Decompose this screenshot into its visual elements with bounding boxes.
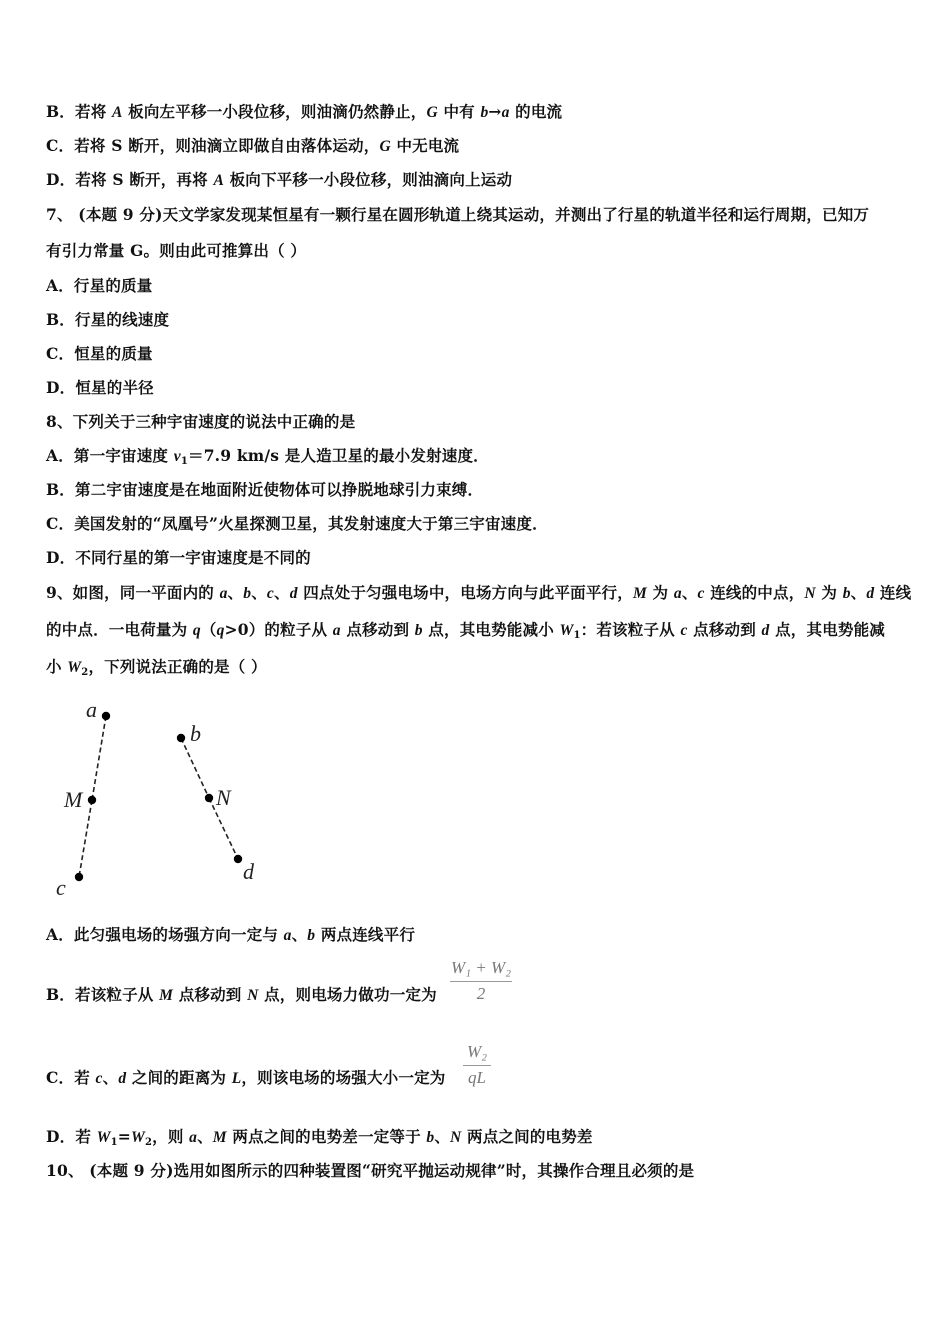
line-a-m: [92, 716, 106, 800]
point-c: [75, 873, 83, 881]
q6-option-b: B．若将 A 板向左平移一小段位移，则油滴仍然静止，G 中有 b→a 的电流: [46, 102, 563, 121]
q9-stem-line3: 小 $W_2$，下列说法正确的是（ ）: [46, 657, 267, 678]
q9-figure: [46, 695, 276, 905]
label-m: M: [64, 787, 83, 812]
q8-option-b: B．第二宇宙速度是在地面附近使物体可以挣脱地球引力束缚．: [46, 480, 484, 499]
q7-option-a: A．行星的质量: [46, 276, 153, 295]
q9-option-d: D．若 $W_1=W_2$，则 a、M 两点之间的电势差一定等于 b、N 两点之间的电势差: [46, 1127, 593, 1148]
point-n: [205, 794, 213, 802]
q7-stem-line2: 有引力常量 G。则由此可推算出（ ）: [46, 241, 307, 260]
q9-stem-line1: 9、如图，同一平面内的 a、b、c、d 四点处于匀强电场中，电场方向与此平面平行，M 为 a、c 连线的中点，N 为 b、d 连线: [46, 583, 912, 602]
point-m: [88, 796, 96, 804]
fraction-numerator: W₁ + W₂: [450, 958, 512, 977]
label-n: N: [216, 785, 231, 810]
q7-option-d: D．恒星的半径: [46, 378, 154, 397]
q6-option-d: D．若将 S 断开，再将 A 板向下平移一小段位移，则油滴向上运动: [46, 170, 513, 189]
q9-option-b: B．若该粒子从 M 点移动到 N 点，则电场力做功一定为: [46, 985, 437, 1004]
label-c: c: [56, 875, 66, 900]
q10-stem: 10、 (本题 9 分)选用如图所示的四种装置图“研究平抛运动规律”时，其操作合理且必须的是: [46, 1161, 695, 1180]
fraction-numerator: W₂: [466, 1042, 488, 1061]
q7-option-b: B．行星的线速度: [46, 310, 170, 329]
label-a: a: [86, 697, 97, 722]
q9-option-a: A．此匀强电场的场强方向一定与 a、b 两点连线平行: [46, 925, 416, 944]
point-d: [234, 855, 242, 863]
fraction-denominator: 2: [476, 984, 486, 1003]
line-b-n: [181, 738, 209, 798]
q9-stem-line2: 的中点．一电荷量为 q（q>0）的粒子从 a 点移动到 b 点，其电势能减小 $W_1$：若该粒子从 c 点移动到 d 点，其电势能减: [46, 620, 885, 641]
q7-option-c: C．恒星的质量: [46, 344, 153, 363]
q8-stem: 8、下列关于三种宇宙速度的说法中正确的是: [46, 412, 356, 431]
q8-option-a: A．第一宇宙速度 $v_1=7.9$ km/s 是人造卫星的最小发射速度．: [46, 446, 489, 467]
q9-option-b-fraction: [450, 958, 512, 1004]
q7-stem-line1: 7、 (本题 9 分)天文学家发现某恒星有一颗行星在圆形轨道上绕其运动，并测出了行星的轨道半径和运行周期，已知万: [46, 205, 870, 224]
q8-option-d: D．不同行星的第一宇宙速度是不同的: [46, 548, 311, 567]
point-b: [177, 734, 185, 742]
label-b: b: [190, 721, 201, 746]
q9-option-c-fraction: [463, 1042, 491, 1088]
label-d: d: [243, 859, 254, 884]
q6-option-c: C．若将 S 断开，则油滴立即做自由落体运动，G 中无电流: [46, 136, 460, 155]
point-a: [102, 712, 110, 720]
q8-option-c: C．美国发射的“凤凰号”火星探测卫星，其发射速度大于第三宇宙速度．: [46, 514, 548, 533]
q9-option-c: C．若 c、d 之间的距离为 L，则该电场的场强大小一定为: [46, 1068, 446, 1087]
fraction-denominator: qL: [468, 1068, 486, 1087]
